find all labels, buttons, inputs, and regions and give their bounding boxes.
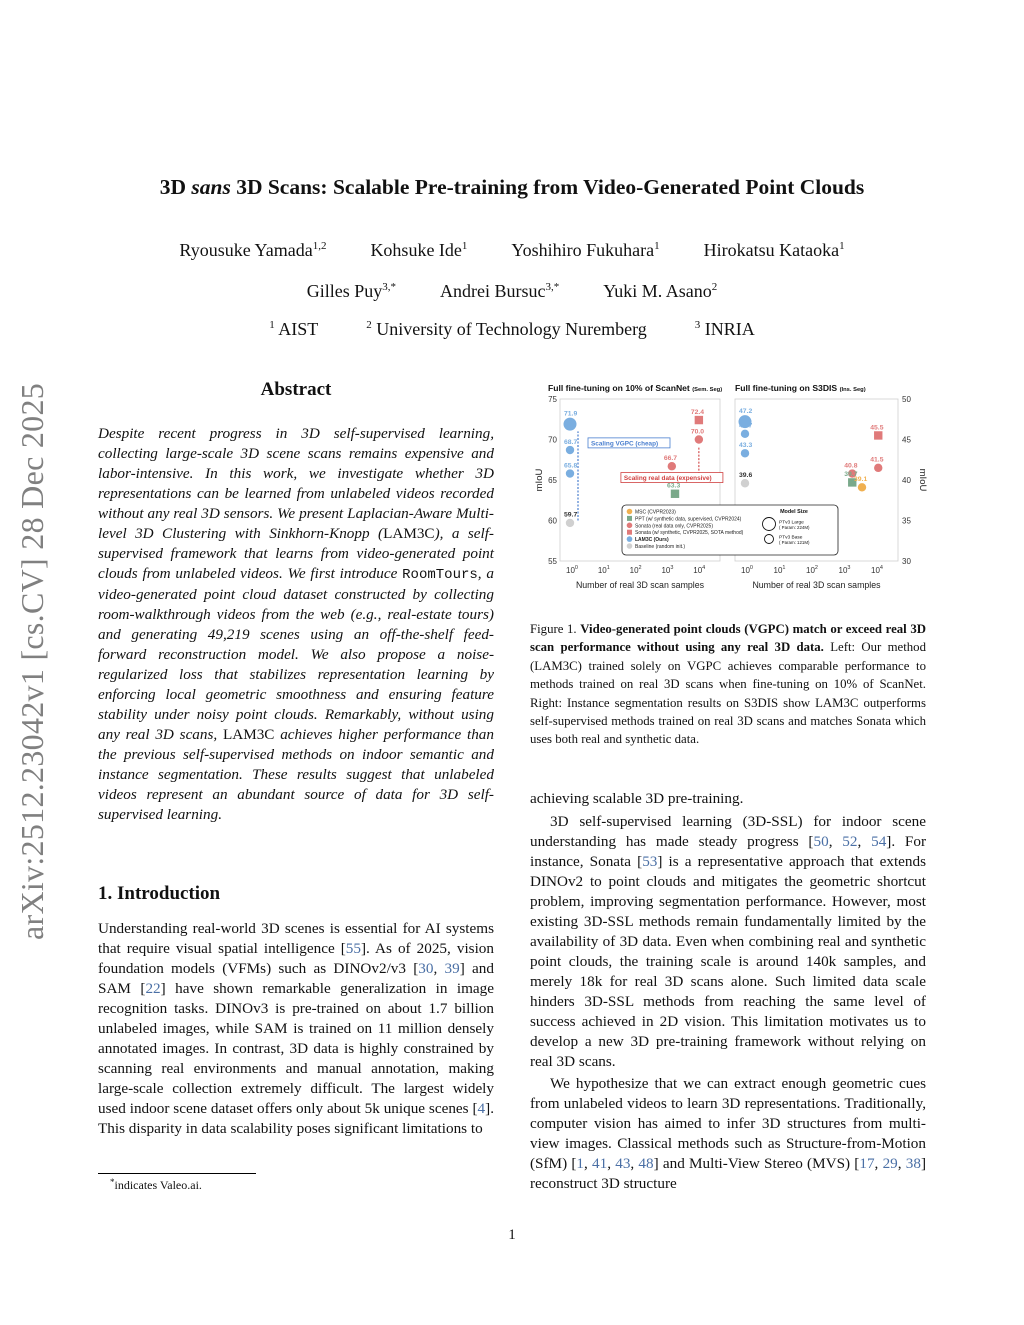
y-tick-label: 65 [548,476,557,485]
affiliations [0,319,1024,340]
figure-1-chart [530,378,926,596]
legend-label: Sonata (w/ synthetic, CVPR2025, SOTA method) [635,530,744,537]
affiliation: $^3$ INRIA [694,319,755,339]
legend-marker [627,516,632,521]
citation-link[interactable]: 52 [842,833,858,850]
data-point-circle [566,469,574,477]
x-tick-label: $10^1$ [597,565,610,575]
x-tick-label: $10^4$ [693,565,706,575]
citation-link[interactable]: 22 [145,980,161,997]
y-tick-label: 55 [548,557,557,566]
x-axis-label: Number of real 3D scan samples [752,580,881,590]
data-label: 39.1 [854,476,868,484]
author-name: Ryousuke Yamada$^{1,2}$ [179,240,327,260]
data-label: 39.7 [844,471,858,479]
legend-label: Sonata (real data only, CVPR2025) [635,523,714,530]
introduction-paragraph: Understanding real-world 3D scenes is essential for AI systems that require visual spatial intelligence [55]. As of 2025, vision foundation models (VFMs) such as DINOv2/v3 [30, 39] and SAM [22] have shown remarkable generalization in image recognition tasks. DINOv3 is pre-trained on about 1.7 billion unlabeled images, while SAM is trained on 11 million densely annotated images. In contrast, 3D data is highly constrained by scanning real environments and manual annotation, making large-scale collection extremely difficult. The largest widely used indoor scene dataset offers only about 5k unique scenes [4]. This disparity in data scalability poses significant limitations to [98,920,494,1137]
y-tick-label: 70 [548,435,557,445]
data-label: 39.6 [739,472,753,480]
legend-size-marker [765,535,774,544]
legend-marker [627,509,633,515]
legend-label: PPT (w/ synthetic data, supervised, CVPR2024) [635,516,742,523]
page-number: 1 [508,1227,516,1243]
y-tick-label: 45 [902,435,911,445]
data-label: 68.7 [564,438,578,446]
data-point-circle [566,519,574,527]
affiliation: $^2$ University of Technology Nuremberg [366,319,647,339]
x-tick-label: $10^0$ [566,565,578,575]
citation-link[interactable]: 43 [615,1155,631,1172]
data-point-circle [668,462,676,470]
legend-size-marker [763,518,776,531]
y-tick-label: 40 [902,476,911,485]
introduction-heading: 1. Introduction [98,883,221,904]
authors-row-2 [0,281,1024,302]
data-point-circle [566,446,574,454]
data-label: 70.0 [690,428,705,436]
paper-title: 3D sans 3D Scans: Scalable Pre-training from Video-Generated Point Clouds [159,175,865,199]
data-point-circle [741,449,749,457]
x-tick-label: $10^1$ [773,565,786,575]
y-tick-label: 60 [548,516,557,526]
legend-model-size-title: Model Size [780,509,808,515]
data-point-circle [564,418,577,431]
data-label: 72.4 [690,408,705,416]
x-tick-label: $10^2$ [806,565,818,575]
data-label: 66.7 [663,455,678,463]
annotation-real: Scaling real data (expensive) [623,475,712,483]
authors-row-1 [0,240,1024,261]
x-tick-label: $10^2$ [629,565,642,575]
data-point-circle [741,430,749,438]
abstract-text: Despite recent progress in 3D self-supervised learning, collecting large-scale 3D scene scans remains expensive and labor-intensive. In this work, we investigate whether 3D representations can be learned from unlabeled videos recorded without any real 3D sensors. We present Laplacian-Aware Multi-level 3D Clustering with Sinkhorn-Knopp (LAM3C), a self-supervised framework that learns from video-generated point clouds from unlabeled videos. We first introduce RoomTours, a video-generated point cloud dataset constructed by collecting room-walkthrough videos from the web (e.g., real-estate tours) and generating 49,219 scenes using an off-the-shelf feed-forward reconstruction model. We also propose a noise-regularized loss that stabilizes representation learning by enforcing local geometric smoothness and ensuring feature stability under noisy point clouds. Remarkably, without using any real 3D scans, LAM3C achieves higher performance than the previous self-supervised methods on indoor semantic and instance segmentation. These results suggest that unlabeled videos represent an abundant source of data for 3D self-supervised learning. [98,425,494,823]
legend-label: LAM3C (Ours) [635,537,669,544]
citation-link[interactable]: 29 [882,1155,898,1172]
data-label: 43.3 [739,442,753,450]
data-label: 65.8 [564,462,578,470]
data-point-circle [874,464,882,472]
data-point-circle [858,483,866,491]
y-tick-label: 35 [902,516,911,526]
citation-link[interactable]: 30 [418,960,434,977]
data-label: 59.7 [564,511,578,519]
x-tick-label: $10^3$ [838,565,851,575]
author-name: Hirokatsu Kataoka$^1$ [703,240,845,260]
x-tick-label: $10^3$ [661,565,674,575]
abstract-heading: Abstract [260,379,332,400]
citation-link[interactable]: 39 [444,960,460,977]
legend-size-param: ( Param: 224M) [779,525,810,530]
legend-marker [627,536,633,542]
y-axis-label: mIoU [534,468,545,492]
citation-link[interactable]: 41 [592,1155,608,1172]
y-axis-label: mIoU [917,468,928,492]
citation-link[interactable]: 54 [871,833,887,850]
citation-link[interactable]: 53 [642,853,658,870]
citation-link[interactable]: 17 [859,1155,875,1172]
figure-1 [530,378,926,596]
right-column-continuation: achieving scalable 3D pre-training. [530,790,744,807]
chart-title: Full fine-tuning on 10% of ScanNet (Sem. Seg) [548,383,723,393]
data-point-square [671,490,679,498]
footnote-rule [98,1173,256,1174]
citation-link[interactable]: 50 [813,833,829,850]
legend-marker [627,543,633,549]
citation-link[interactable]: 1 [576,1155,584,1172]
author-name: Kohsuke Ide$^1$ [370,240,468,260]
citation-link[interactable]: 55 [345,940,361,957]
y-tick-label: 75 [548,395,557,404]
legend-size-param: ( Param: 121M) [779,540,810,545]
data-point-square [874,431,882,439]
paragraph-hypothesis: We hypothesize that we can extract enough geometric cues from unlabeled videos to learn 3D representations. Traditionally, computer vision has aimed to infer 3D structures from multi-view images. Classical methods such as Structure-from-Motion (SfM) [1, 41, 43, 48] and Multi-View Stereo (MVS) [17, 29, 38] reconstruct 3D structure [530,1075,927,1192]
citation-link[interactable]: 48 [638,1155,654,1172]
legend-label: Baseline (random init.) [635,544,686,550]
data-label: 63.3 [667,482,681,490]
y-tick-label: 30 [902,557,911,566]
legend-marker [627,523,633,529]
data-label: 45.7 [739,422,753,430]
paragraph-3d-ssl: 3D self-supervised learning (3D-SSL) for indoor scene understanding has made steady progress [50, 52, 54]. For instance, Sonata [53] is a representative approach that extends DINOv2 to point clouds and mitigates the geometric shortcut problem, improving segmentation performance. However, most existing 3D-SSL methods remain fundamentally limited by the availability of 3D data. Even when combining real and synthetic point clouds, the training scale is around 140k samples, and merely 18k for real 3D scans alone. Such limited data scale hinders 3D-SSL methods from reaching the same level of success achieved in 2D vision. This limitation motivates us to develop a new 3D pre-training framework without relying on real 3D scans. [530,813,927,1070]
arxiv-identifier: arXiv:2512.23042v1 [cs.CV] 28 Dec 2025 [14,382,50,940]
data-point-circle [741,479,749,487]
data-label: 45.5 [870,424,884,432]
legend-label: MSC (CVPR2023) [635,509,676,516]
affiliation: $^1$ AIST [269,319,319,339]
data-point-circle [695,435,703,443]
data-label: 41.5 [870,456,884,464]
chart-title: Full fine-tuning on S3DIS (Ins. Seg) [735,383,866,393]
y-tick-label: 50 [902,395,911,404]
x-tick-label: $10^4$ [871,565,883,575]
data-label: 40.8 [844,462,858,470]
data-point-square [695,416,703,424]
data-label: 71.9 [564,410,578,418]
footnote: *indicates Valeo.ai. [110,1177,202,1192]
author-name: Yoshihiro Fukuhara$^1$ [511,240,660,260]
x-axis-label: Number of real 3D scan samples [575,580,705,590]
x-tick-label: $10^0$ [741,565,753,575]
author-name: Yuki M. Asano$^2$ [603,281,718,301]
citation-link[interactable]: 4 [477,1100,486,1117]
legend-size-label: PTv3 Base [779,535,803,541]
author-name: Andrei Bursuc$^{3,*}$ [440,281,560,301]
annotation-vgpc: Scaling VGPC (cheap) [591,440,659,448]
legend-size-label: PTv3 Large [779,520,804,526]
figure-1-caption: Figure 1. Video-generated point clouds (VGPC) match or exceed real 3D scan performance without using any real 3D data. Left: Our method (LAM3C) trained solely on VGPC achieves comparable performance to methods trained on real 3D scans when fine-tuning on 10% of ScanNet. Right: Instance segmentation results on S3DIS show LAM3C outperforms self-supervised methods trained on real 3D scans and matches Sonata which uses both real and synthetic data. [530,622,926,747]
data-label: 47.2 [739,408,753,416]
legend-marker [627,530,632,535]
citation-link[interactable]: 38 [905,1155,921,1172]
author-name: Gilles Puy$^{3,*}$ [306,281,396,301]
